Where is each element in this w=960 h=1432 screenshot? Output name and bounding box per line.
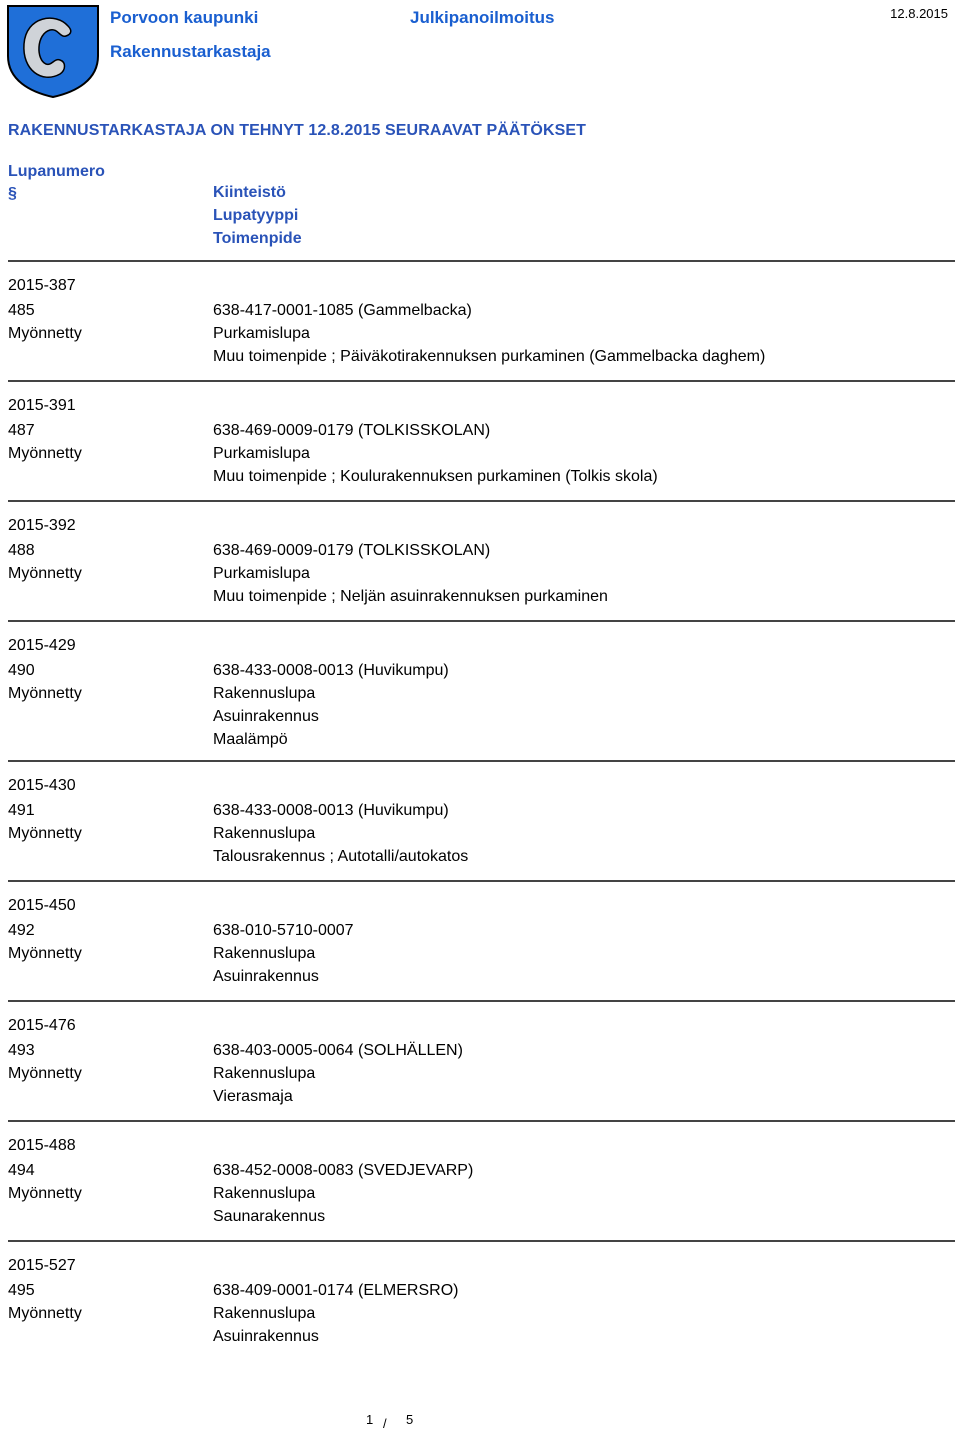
paragraph-number: 485	[8, 302, 35, 319]
decision-entry	[0, 502, 960, 622]
header-date: 12.8.2015	[890, 6, 948, 21]
property-id: 638-417-0001-1085 (Gammelbacka)	[213, 302, 472, 319]
paragraph-number: 495	[8, 1282, 35, 1299]
decision-details	[213, 299, 765, 368]
decision-status: Myönnetty	[8, 825, 82, 842]
measure-description: Saunarakennus	[213, 1208, 326, 1225]
decision-meta	[8, 1279, 82, 1325]
measure-description: Muu toimenpide ; Koulurakennuksen purkaminen (Tolkis skola)	[213, 468, 658, 485]
permit-number: 2015-476	[8, 1017, 76, 1034]
decision-meta	[8, 419, 82, 465]
paragraph-number: 490	[8, 662, 35, 679]
column-header-lupanumero: Lupanumero	[8, 163, 105, 180]
decision-entry	[0, 1122, 960, 1242]
decision-details	[213, 1159, 473, 1228]
paragraph-number: 492	[8, 922, 35, 939]
permit-number: 2015-450	[8, 897, 76, 914]
paragraph-number: 491	[8, 802, 35, 819]
permit-number: 2015-527	[8, 1257, 76, 1274]
permit-type: Purkamislupa	[213, 445, 310, 462]
decision-details	[213, 1039, 463, 1108]
column-header-lupatyyppi: Lupatyyppi	[213, 207, 299, 224]
paragraph-icon: §	[8, 185, 17, 202]
decision-status: Myönnetty	[8, 1185, 82, 1202]
decision-details	[213, 539, 608, 608]
property-id: 638-433-0008-0013 (Huvikumpu)	[213, 662, 449, 679]
decision-entry	[0, 1002, 960, 1122]
decision-status: Myönnetty	[8, 565, 82, 582]
decision-entry	[0, 262, 960, 382]
property-id: 638-403-0005-0064 (SOLHÄLLEN)	[213, 1042, 463, 1059]
decision-meta	[8, 1159, 82, 1205]
measure-description: Asuinrakennus	[213, 708, 319, 725]
decision-details	[213, 1279, 458, 1348]
decision-meta	[8, 1039, 82, 1085]
column-header-toimenpide: Toimenpide	[213, 230, 302, 247]
decision-entry	[0, 622, 960, 762]
municipality-crest-icon	[6, 4, 100, 98]
decision-meta	[8, 799, 82, 845]
property-id: 638-452-0008-0083 (SVEDJEVARP)	[213, 1162, 474, 1179]
property-id: 638-010-5710-0007	[213, 922, 354, 939]
decision-status: Myönnetty	[8, 325, 82, 342]
permit-type: Rakennuslupa	[213, 945, 316, 962]
decision-details	[213, 419, 658, 488]
permit-type: Purkamislupa	[213, 565, 310, 582]
decision-meta	[8, 919, 82, 965]
measure-description: Talousrakennus ; Autotalli/autokatos	[213, 848, 469, 865]
page-number-current: 1	[366, 1412, 374, 1427]
decision-meta	[8, 299, 82, 345]
permit-number: 2015-488	[8, 1137, 76, 1154]
decision-status: Myönnetty	[8, 445, 82, 462]
decision-details	[213, 919, 354, 988]
decision-entry	[0, 882, 960, 1002]
paragraph-number: 487	[8, 422, 35, 439]
permit-type: Rakennuslupa	[213, 1305, 316, 1322]
page-number-total: 5	[406, 1412, 414, 1427]
permit-type: Rakennuslupa	[213, 1065, 316, 1082]
measure-description: Asuinrakennus	[213, 1328, 319, 1345]
permit-type: Rakennuslupa	[213, 1185, 316, 1202]
paragraph-number: 493	[8, 1042, 35, 1059]
measure-description: Asuinrakennus	[213, 968, 319, 985]
decision-status: Myönnetty	[8, 1065, 82, 1082]
column-header-group	[213, 181, 302, 250]
measure-description: Muu toimenpide ; Neljän asuinrakennuksen purkaminen	[213, 588, 608, 605]
decision-list	[0, 262, 960, 1362]
municipality-name: Porvoon kaupunki	[110, 8, 259, 27]
permit-number: 2015-391	[8, 397, 76, 414]
measure-description: Muu toimenpide ; Päiväkotirakennuksen purkaminen (Gammelbacka daghem)	[213, 348, 766, 365]
measure-extra: Maalämpö	[213, 731, 288, 748]
page-number-separator: /	[383, 1416, 387, 1431]
department-name: Rakennustarkastaja	[110, 42, 271, 61]
permit-number: 2015-392	[8, 517, 76, 534]
permit-type: Purkamislupa	[213, 325, 310, 342]
paragraph-number: 494	[8, 1162, 35, 1179]
decision-status: Myönnetty	[8, 945, 82, 962]
decision-status: Myönnetty	[8, 1305, 82, 1322]
property-id: 638-469-0009-0179 (TOLKISSKOLAN)	[213, 542, 491, 559]
page-title: RAKENNUSTARKASTAJA ON TEHNYT 12.8.2015 SEURAAVAT PÄÄTÖKSET	[8, 122, 587, 139]
decision-entry	[0, 762, 960, 882]
column-header-kiinteisto: Kiinteistö	[213, 184, 286, 201]
decision-details	[213, 799, 468, 868]
measure-description: Vierasmaja	[213, 1088, 293, 1105]
property-id: 638-433-0008-0013 (Huvikumpu)	[213, 802, 449, 819]
property-id: 638-409-0001-0174 (ELMERSRO)	[213, 1282, 459, 1299]
permit-type: Rakennuslupa	[213, 685, 316, 702]
decision-entry	[0, 382, 960, 502]
decision-status: Myönnetty	[8, 685, 82, 702]
decision-meta	[8, 539, 82, 585]
permit-number: 2015-430	[8, 777, 76, 794]
decision-details	[213, 659, 449, 751]
permit-type: Rakennuslupa	[213, 825, 316, 842]
permit-number: 2015-429	[8, 637, 76, 654]
property-id: 638-469-0009-0179 (TOLKISSKOLAN)	[213, 422, 491, 439]
paragraph-number: 488	[8, 542, 35, 559]
decision-entry	[0, 1242, 960, 1362]
decision-meta	[8, 659, 82, 705]
permit-number: 2015-387	[8, 277, 76, 294]
notice-type: Julkipanoilmoitus	[410, 8, 555, 27]
